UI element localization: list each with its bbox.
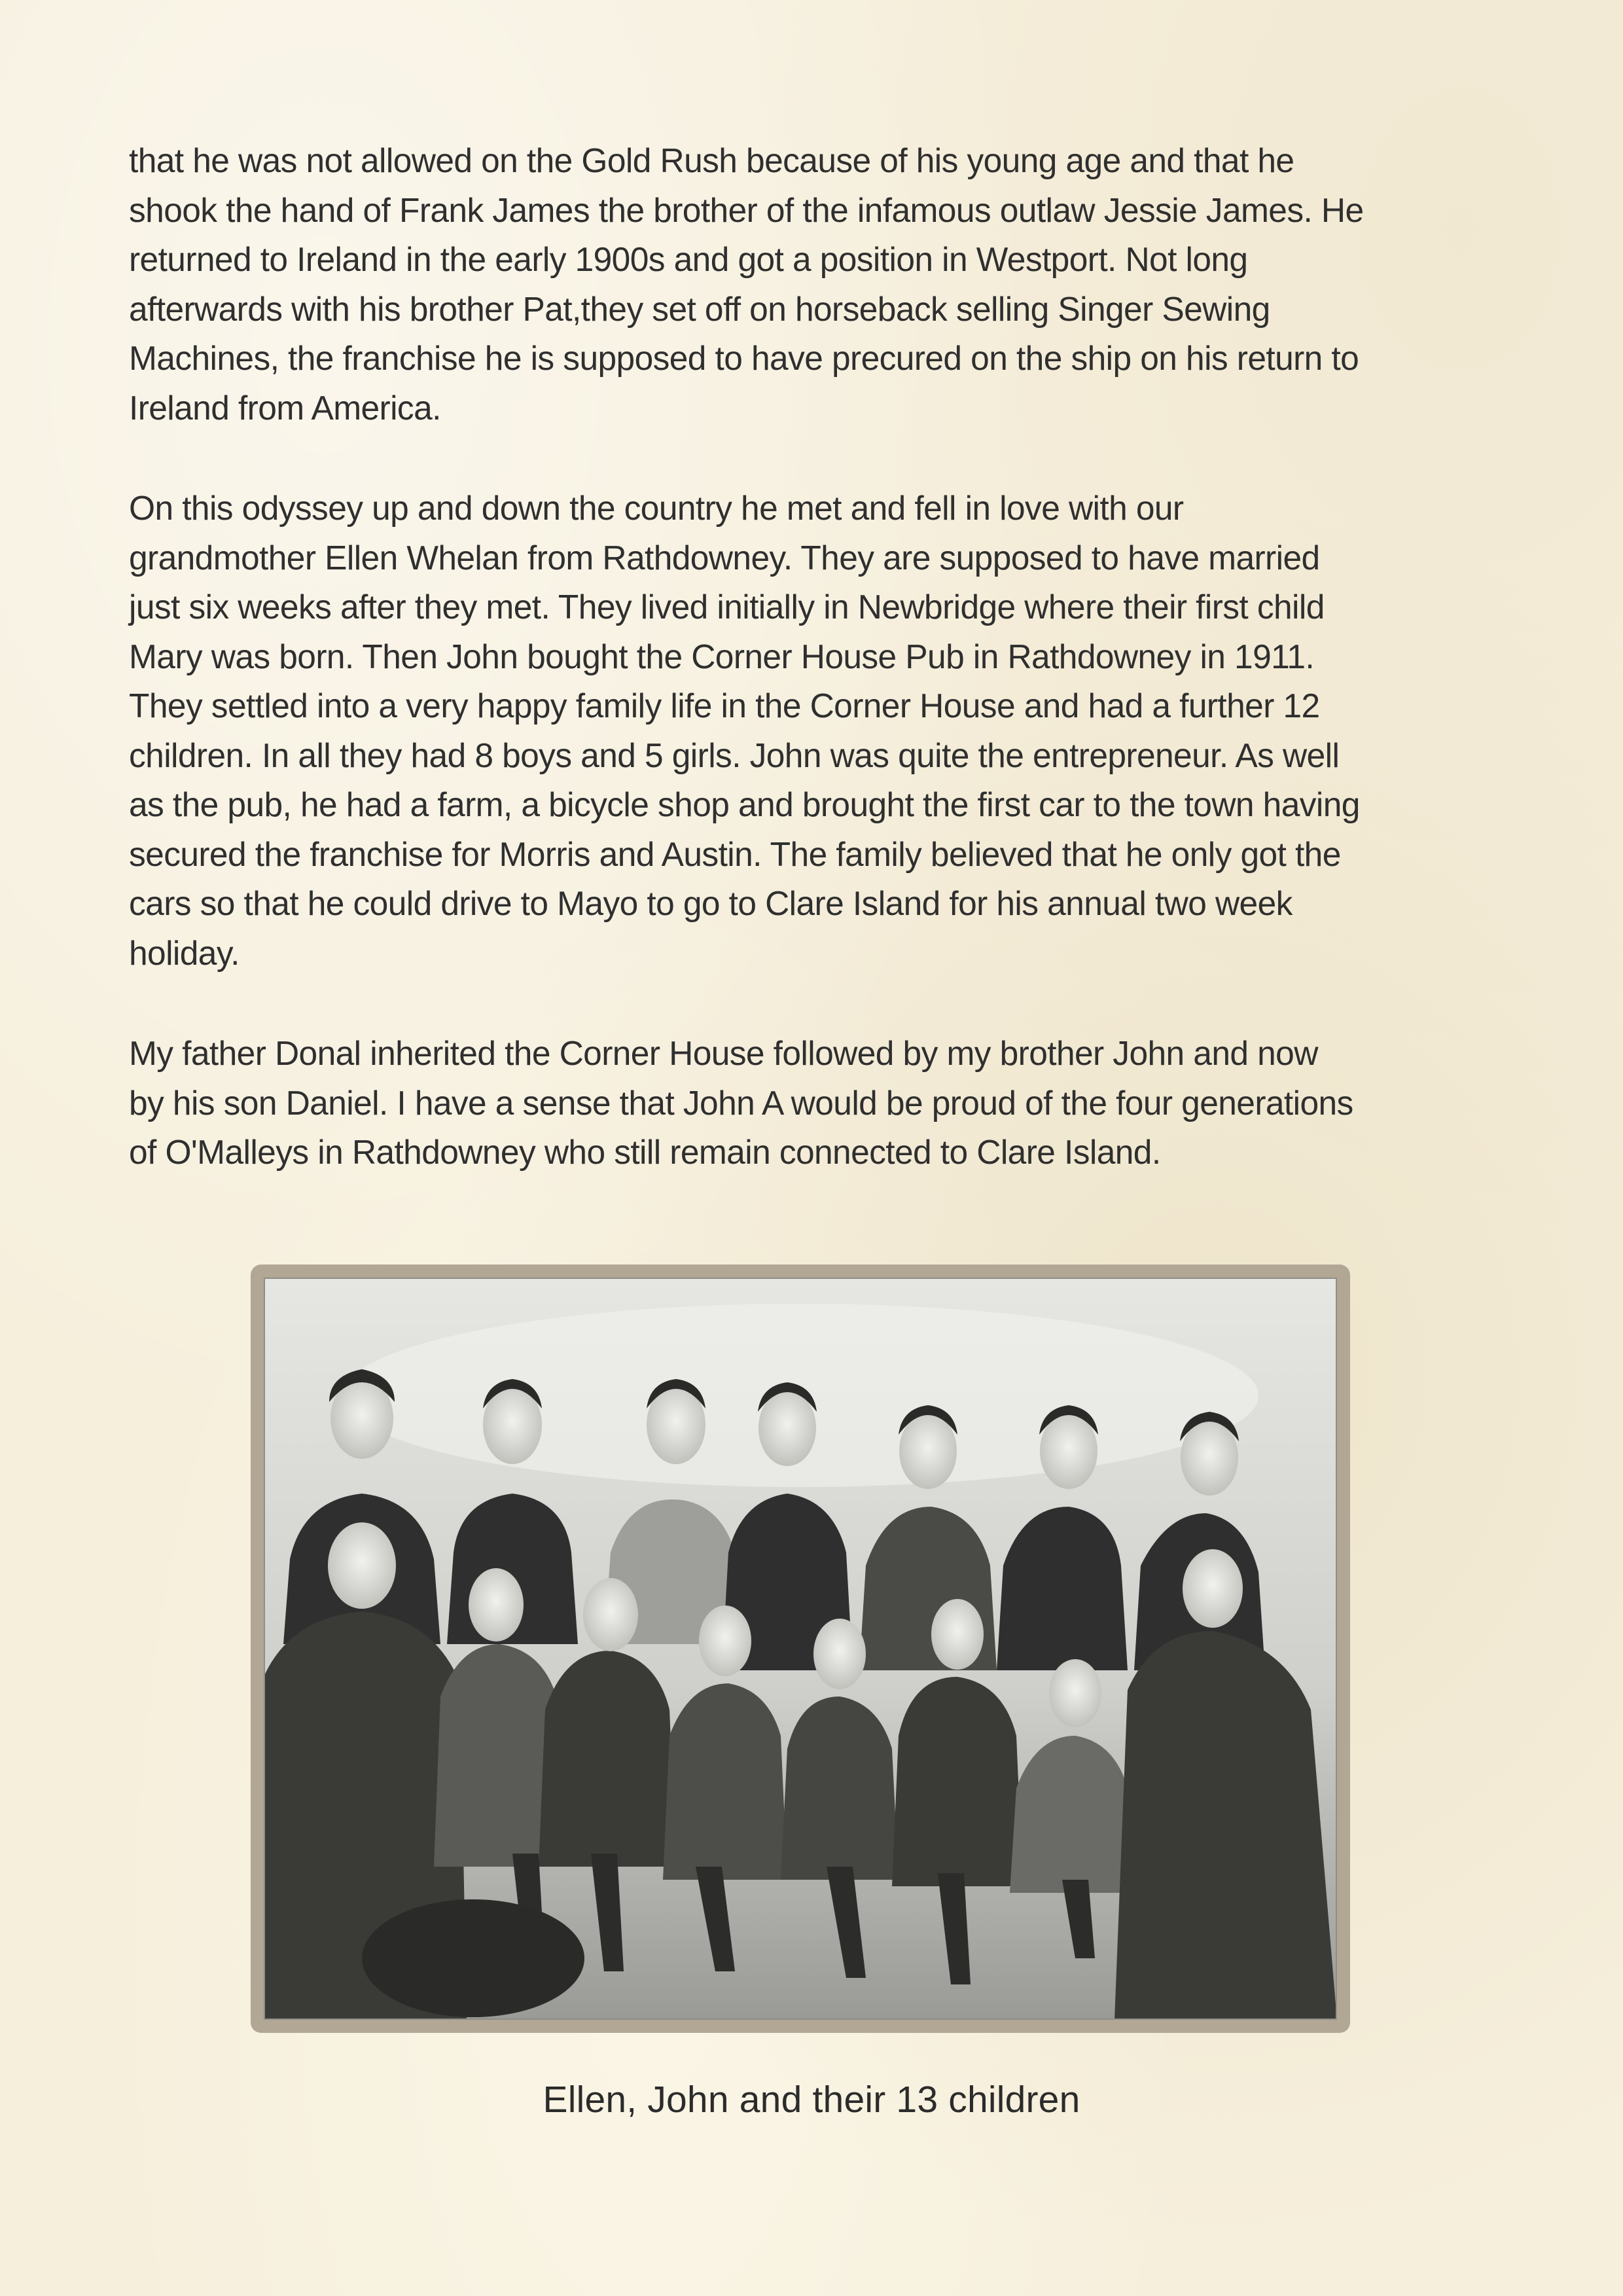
paragraph-1 (129, 136, 1529, 433)
text-line: On this odyssey up and down the country he met and fell in love with our (129, 489, 1184, 527)
text-line: by his son Daniel. I have a sense that John A would be proud of the four generations (129, 1083, 1353, 1122)
text-line: of O'Malleys in Rathdowney who still remain connected to Clare Island. (129, 1133, 1161, 1171)
text-line: secured the franchise for Morris and Austin. The family believed that he only got the (129, 834, 1341, 873)
text-line: just six weeks after they met. They lived initially in Newbridge where their first child (129, 588, 1325, 626)
text-line: that he was not allowed on the Gold Rush because of his young age and that he (129, 141, 1294, 179)
text-line: afterwards with his brother Pat,they set off on horseback selling Singer Sewing (129, 289, 1270, 328)
text-line: They settled into a very happy family life in the Corner House and had a further 12 (129, 687, 1320, 725)
paragraph-2 (129, 484, 1529, 978)
text-line: Mary was born. Then John bought the Corner House Pub in Rathdowney in 1911. (129, 637, 1315, 675)
text-line: shook the hand of Frank James the brother of the infamous outlaw Jessie James. He (129, 190, 1364, 229)
paragraph-3 (129, 1029, 1529, 1177)
text-line: as the pub, he had a farm, a bicycle shop and brought the first car to the town having (129, 785, 1360, 823)
text-line: Machines, the franchise he is supposed to have precured on the ship on his return to (129, 339, 1359, 377)
photo-frame (251, 1265, 1350, 2033)
text-line: returned to Ireland in the early 1900s and got a position in Westport. Not long (129, 240, 1248, 278)
text-line: My father Donal inherited the Corner House followed by my brother John and now (129, 1034, 1318, 1072)
photo-caption: Ellen, John and their 13 children (543, 2079, 1080, 2121)
text-line: grandmother Ellen Whelan from Rathdowney. They are supposed to have married (129, 538, 1320, 577)
text-line: holiday. (129, 933, 240, 972)
text-line: children. In all they had 8 boys and 5 girls. John was quite the entrepreneur. As well (129, 736, 1340, 774)
text-line: Ireland from America. (129, 388, 441, 427)
text-line: cars so that he could drive to Mayo to go to Clare Island for his annual two week (129, 884, 1293, 922)
family-photo (264, 1278, 1337, 2020)
body-text (129, 136, 1529, 1229)
